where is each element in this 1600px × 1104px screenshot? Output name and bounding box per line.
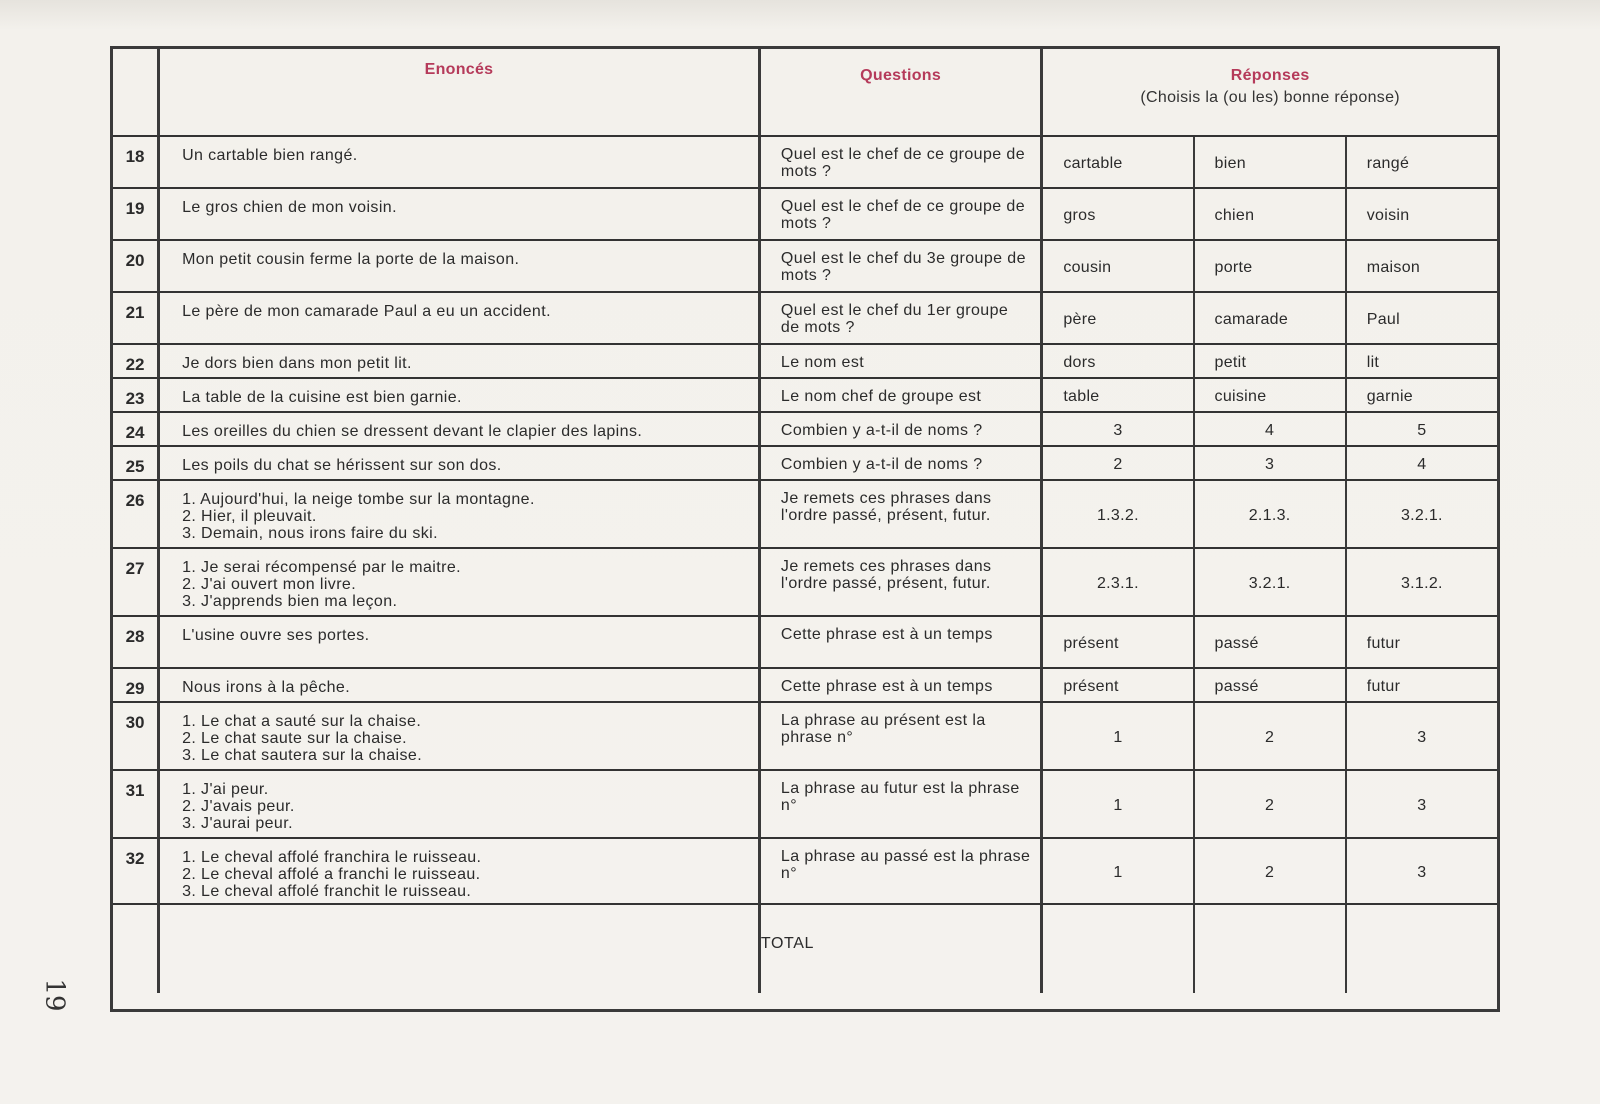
enonce-line: 3. Le cheval affolé franchit le ruisseau. <box>182 883 472 900</box>
answer-option-2[interactable] <box>1193 189 1345 241</box>
answer-text: petit <box>1214 354 1247 371</box>
answer-option-1[interactable] <box>1040 839 1192 905</box>
answer-option-1[interactable] <box>1040 189 1192 241</box>
answer-option-1[interactable] <box>1040 379 1192 413</box>
enonce-cell <box>157 549 758 617</box>
enonce-cell <box>157 771 758 839</box>
answer-option-3[interactable] <box>1345 137 1497 189</box>
table-row <box>113 549 1497 617</box>
table-row <box>113 137 1497 189</box>
enonce-line: 3. J'aurai peur. <box>182 815 293 832</box>
answer-text: cousin <box>1063 259 1112 276</box>
answer-option-2[interactable] <box>1193 345 1345 379</box>
enonce-cell <box>157 617 758 669</box>
answer-option-3[interactable] <box>1345 241 1497 293</box>
answer-text: 3.2.1. <box>1248 575 1291 592</box>
enonce-line: 2. Le chat saute sur la chaise. <box>182 730 408 747</box>
answer-text: 1 <box>1113 864 1123 881</box>
answer-text: futur <box>1366 678 1401 695</box>
answer-text: 1.3.2. <box>1096 507 1139 524</box>
answer-text: bien <box>1214 155 1246 172</box>
row-number: 29 <box>113 669 157 703</box>
enonce-cell <box>157 669 758 703</box>
enonce-line: 1. J'ai peur. <box>182 781 269 798</box>
question-cell: Combien y a-t-il de noms ? <box>758 447 1040 481</box>
question-cell: Le nom chef de groupe est <box>758 379 1040 413</box>
answer-option-2[interactable] <box>1193 293 1345 345</box>
enonce-cell <box>157 379 758 413</box>
answer-option-2[interactable] <box>1193 137 1345 189</box>
answer-option-3[interactable] <box>1345 379 1497 413</box>
answer-text: table <box>1063 388 1100 405</box>
answer-option-3[interactable] <box>1345 549 1497 617</box>
answer-option-2[interactable] <box>1193 617 1345 669</box>
enonce-line: 2. J'avais peur. <box>182 798 295 815</box>
answer-text: maison <box>1366 259 1421 276</box>
answer-text: gros <box>1063 207 1096 224</box>
enonce-line: 2. Hier, il pleuvait. <box>182 508 317 525</box>
enonce-line: L'usine ouvre ses portes. <box>182 627 370 644</box>
answer-option-2[interactable] <box>1193 447 1345 481</box>
enonce-line: Je dors bien dans mon petit lit. <box>182 355 412 372</box>
answer-text: 1 <box>1113 729 1123 746</box>
answer-option-2[interactable] <box>1193 481 1345 549</box>
answer-text: 4 <box>1265 422 1275 439</box>
table-row <box>113 771 1497 839</box>
page-number: 19 <box>39 978 70 1012</box>
answer-text: passé <box>1214 678 1259 695</box>
exercise-table <box>113 49 1497 993</box>
answer-text: cuisine <box>1214 388 1267 405</box>
table-row <box>113 241 1497 293</box>
table-row <box>113 293 1497 345</box>
answer-option-1[interactable] <box>1040 413 1192 447</box>
enonce-line: 3. Demain, nous irons faire du ski. <box>182 525 438 542</box>
answer-text: 5 <box>1417 422 1427 439</box>
question-cell: Combien y a-t-il de noms ? <box>758 413 1040 447</box>
row-number: 28 <box>113 617 157 669</box>
row-number: 19 <box>113 189 157 241</box>
answer-text: 3.1.2. <box>1400 575 1443 592</box>
header-questions: Questions <box>758 49 1040 137</box>
answer-text: 2 <box>1265 864 1275 881</box>
answer-text: lit <box>1366 354 1380 371</box>
enonce-cell <box>157 447 758 481</box>
answer-option-3[interactable] <box>1345 669 1497 703</box>
enonce-line: Le gros chien de mon voisin. <box>182 199 397 216</box>
answer-text: 1 <box>1113 797 1123 814</box>
answer-text: cartable <box>1063 155 1123 172</box>
question-cell: La phrase au présent est la phrase n° <box>758 703 1040 771</box>
row-number: 31 <box>113 771 157 839</box>
enonce-line: 3. Le chat sautera sur la chaise. <box>182 747 423 764</box>
header-reponses: Réponses (Choisis la (ou les) bonne réponse) <box>1040 49 1497 137</box>
answer-option-2[interactable] <box>1193 839 1345 905</box>
enonce-line: 1. Aujourd'hui, la neige tombe sur la montagne. <box>182 491 535 508</box>
answer-option-1[interactable] <box>1040 703 1192 771</box>
table-row <box>113 345 1497 379</box>
answer-option-1[interactable] <box>1040 345 1192 379</box>
answer-option-2[interactable] <box>1193 379 1345 413</box>
answer-text: 3 <box>1417 864 1427 881</box>
total-label: TOTAL <box>758 905 1040 993</box>
answer-option-3[interactable] <box>1345 413 1497 447</box>
answer-text: 2 <box>1265 729 1275 746</box>
answer-text: dors <box>1063 354 1096 371</box>
answer-option-2[interactable] <box>1193 703 1345 771</box>
answer-option-3[interactable] <box>1345 293 1497 345</box>
answer-option-1[interactable] <box>1040 549 1192 617</box>
total-answer-2[interactable] <box>1193 905 1345 993</box>
answer-text: père <box>1063 311 1097 328</box>
row-number: 18 <box>113 137 157 189</box>
answer-option-2[interactable] <box>1193 549 1345 617</box>
answer-text: chien <box>1214 207 1255 224</box>
answer-option-3[interactable] <box>1345 839 1497 905</box>
row-number: 30 <box>113 703 157 771</box>
answer-text: 2.3.1. <box>1096 575 1139 592</box>
question-cell: Quel est le chef du 1er groupe de mots ? <box>758 293 1040 345</box>
row-number: 20 <box>113 241 157 293</box>
answer-option-3[interactable] <box>1345 345 1497 379</box>
enonce-line: Les poils du chat se hérissent sur son dos. <box>182 457 502 474</box>
table-row <box>113 669 1497 703</box>
row-number: 24 <box>113 413 157 447</box>
answer-option-3[interactable] <box>1345 617 1497 669</box>
row-number: 23 <box>113 379 157 413</box>
table-row <box>113 839 1497 905</box>
answer-text: camarade <box>1214 311 1289 328</box>
header-row <box>113 49 1497 137</box>
enonce-cell <box>157 189 758 241</box>
answer-option-3[interactable] <box>1345 481 1497 549</box>
answer-option-1[interactable] <box>1040 481 1192 549</box>
table-row <box>113 481 1497 549</box>
answer-text: passé <box>1214 635 1259 652</box>
enonce-cell <box>157 241 758 293</box>
enonce-cell <box>157 481 758 549</box>
enonce-line: Les oreilles du chien se dressent devant le clapier des lapins. <box>182 423 643 440</box>
question-cell: Le nom est <box>758 345 1040 379</box>
answer-option-1[interactable] <box>1040 669 1192 703</box>
question-cell: Cette phrase est à un temps <box>758 669 1040 703</box>
enonce-line: 1. Je serai récompensé par le maitre. <box>182 559 461 576</box>
total-answer-1[interactable] <box>1040 905 1192 993</box>
table-body <box>113 137 1497 905</box>
table-row <box>113 703 1497 771</box>
answer-text: futur <box>1366 635 1401 652</box>
row-number: 26 <box>113 481 157 549</box>
enonce-cell <box>157 137 758 189</box>
header-enonces: Enoncés <box>157 49 758 137</box>
answer-text: 3.2.1. <box>1400 507 1443 524</box>
enonce-line: Un cartable bien rangé. <box>182 147 358 164</box>
answer-text: 3 <box>1265 456 1275 473</box>
answer-option-2[interactable] <box>1193 413 1345 447</box>
answer-text: 2.1.3. <box>1248 507 1291 524</box>
question-cell: Je remets ces phrases dans l'ordre passé, présent, futur. <box>758 481 1040 549</box>
answer-option-3[interactable] <box>1345 771 1497 839</box>
row-number: 22 <box>113 345 157 379</box>
answer-option-3[interactable] <box>1345 703 1497 771</box>
enonce-cell <box>157 345 758 379</box>
answer-option-2[interactable] <box>1193 241 1345 293</box>
header-num <box>113 49 157 137</box>
total-num-cell <box>113 905 157 993</box>
enonce-cell <box>157 839 758 905</box>
enonce-line: 1. Le cheval affolé franchira le ruisseau. <box>182 849 482 866</box>
enonce-line: Mon petit cousin ferme la porte de la maison. <box>182 251 520 268</box>
enonce-line: La table de la cuisine est bien garnie. <box>182 389 462 406</box>
answer-text: Paul <box>1366 311 1400 328</box>
row-number: 27 <box>113 549 157 617</box>
answer-option-1[interactable] <box>1040 137 1192 189</box>
total-enonce-cell <box>157 905 758 993</box>
total-row <box>113 905 1497 993</box>
answer-text: voisin <box>1366 207 1410 224</box>
enonce-line: 2. J'ai ouvert mon livre. <box>182 576 357 593</box>
table-row <box>113 189 1497 241</box>
question-cell: Quel est le chef de ce groupe de mots ? <box>758 189 1040 241</box>
question-cell: La phrase au futur est la phrase n° <box>758 771 1040 839</box>
row-number: 21 <box>113 293 157 345</box>
answer-option-1[interactable] <box>1040 293 1192 345</box>
question-cell: Quel est le chef de ce groupe de mots ? <box>758 137 1040 189</box>
answer-text: 3 <box>1417 797 1427 814</box>
answer-option-3[interactable] <box>1345 189 1497 241</box>
answer-option-1[interactable] <box>1040 771 1192 839</box>
answer-text: 2 <box>1265 797 1275 814</box>
enonce-line: 2. Le cheval affolé a franchi le ruisseau. <box>182 866 481 883</box>
table-row <box>113 413 1497 447</box>
row-number: 32 <box>113 839 157 905</box>
enonce-cell <box>157 293 758 345</box>
answer-text: présent <box>1063 635 1119 652</box>
answer-text: 2 <box>1113 456 1123 473</box>
exercise-table-frame <box>110 46 1500 1012</box>
answer-option-2[interactable] <box>1193 771 1345 839</box>
answer-text: porte <box>1214 259 1253 276</box>
question-cell: Cette phrase est à un temps <box>758 617 1040 669</box>
answer-option-1[interactable] <box>1040 617 1192 669</box>
question-cell: Quel est le chef du 3e groupe de mots ? <box>758 241 1040 293</box>
answer-option-1[interactable] <box>1040 447 1192 481</box>
answer-text: garnie <box>1366 388 1413 405</box>
total-answer-3[interactable] <box>1345 905 1497 993</box>
table-row <box>113 379 1497 413</box>
enonce-line: Le père de mon camarade Paul a eu un accident. <box>182 303 551 320</box>
answer-option-2[interactable] <box>1193 669 1345 703</box>
table-row <box>113 447 1497 481</box>
answer-option-1[interactable] <box>1040 241 1192 293</box>
enonce-line: 1. Le chat a sauté sur la chaise. <box>182 713 422 730</box>
question-cell: Je remets ces phrases dans l'ordre passé, présent, futur. <box>758 549 1040 617</box>
answer-text: 3 <box>1113 422 1123 439</box>
answer-option-3[interactable] <box>1345 447 1497 481</box>
answer-text: 4 <box>1417 456 1427 473</box>
enonce-cell <box>157 413 758 447</box>
question-cell: La phrase au passé est la phrase n° <box>758 839 1040 905</box>
table-row <box>113 617 1497 669</box>
enonce-line: Nous irons à la pêche. <box>182 679 351 696</box>
row-number: 25 <box>113 447 157 481</box>
answer-text: rangé <box>1366 155 1410 172</box>
answer-text: 3 <box>1417 729 1427 746</box>
answer-text: présent <box>1063 678 1119 695</box>
enonce-line: 3. J'apprends bien ma leçon. <box>182 593 398 610</box>
enonce-cell <box>157 703 758 771</box>
